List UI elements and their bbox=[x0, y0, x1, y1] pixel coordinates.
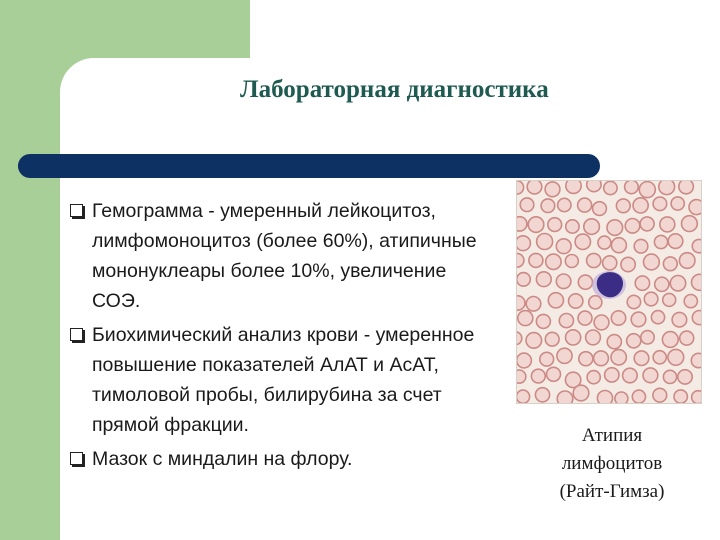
red-blood-cell bbox=[663, 370, 676, 383]
red-blood-cell bbox=[545, 332, 559, 346]
red-blood-cell bbox=[575, 234, 590, 249]
red-blood-cell bbox=[634, 351, 649, 366]
red-blood-cell bbox=[517, 217, 527, 231]
red-blood-cell bbox=[653, 351, 666, 364]
red-blood-cell bbox=[635, 276, 649, 290]
red-blood-cell bbox=[517, 296, 525, 310]
red-blood-cell bbox=[559, 314, 573, 328]
slide-title: Лабораторная диагностика bbox=[240, 76, 549, 103]
red-blood-cell bbox=[662, 332, 678, 348]
red-blood-cell bbox=[679, 253, 695, 269]
red-blood-cell bbox=[565, 255, 578, 268]
red-blood-cell bbox=[548, 293, 563, 308]
red-blood-cell bbox=[566, 181, 581, 193]
red-blood-cell bbox=[633, 198, 648, 213]
red-blood-cell bbox=[579, 352, 593, 366]
red-blood-cell bbox=[621, 257, 635, 271]
red-blood-cell bbox=[611, 238, 626, 253]
red-blood-cell bbox=[611, 350, 626, 365]
red-blood-cell bbox=[517, 332, 522, 345]
bullet-item bbox=[70, 196, 490, 316]
blood-smear-image bbox=[516, 180, 702, 404]
red-blood-cell bbox=[641, 331, 654, 344]
red-blood-cell bbox=[541, 199, 555, 213]
red-blood-cell bbox=[603, 256, 617, 270]
red-blood-cell bbox=[663, 257, 677, 271]
divider-bar bbox=[18, 154, 600, 178]
red-blood-cell bbox=[548, 218, 562, 232]
red-blood-cell bbox=[593, 202, 607, 216]
red-blood-cell bbox=[684, 295, 697, 308]
red-blood-cell bbox=[672, 312, 687, 327]
red-blood-cell bbox=[671, 197, 684, 210]
caption-line-3: (Райт-Гимза) bbox=[559, 481, 665, 502]
red-blood-cell bbox=[526, 333, 542, 349]
red-blood-cell bbox=[682, 216, 698, 232]
red-blood-cell bbox=[680, 331, 694, 345]
red-blood-cell bbox=[655, 277, 669, 291]
red-blood-cell bbox=[598, 236, 611, 249]
red-blood-cell bbox=[587, 253, 601, 267]
red-blood-cell bbox=[668, 349, 684, 365]
red-blood-cell bbox=[632, 390, 645, 403]
red-blood-cell bbox=[668, 234, 683, 249]
red-blood-cell bbox=[520, 198, 534, 212]
red-blood-cell bbox=[528, 217, 544, 233]
checkbox-bullet-icon bbox=[70, 204, 83, 217]
red-blood-cell bbox=[654, 235, 667, 248]
red-blood-cell bbox=[692, 391, 701, 403]
red-blood-cell bbox=[660, 217, 675, 232]
red-blood-cell bbox=[517, 353, 531, 368]
red-blood-cell bbox=[615, 392, 628, 403]
red-blood-cell bbox=[573, 385, 589, 401]
red-blood-cell bbox=[586, 330, 601, 345]
red-blood-cell bbox=[589, 296, 602, 309]
blood-smear-micrograph bbox=[517, 181, 701, 403]
red-blood-cell bbox=[536, 314, 550, 328]
red-blood-cell bbox=[556, 239, 571, 254]
caption-line-2: лимфоцитов bbox=[561, 453, 663, 474]
caption-line-1: Атипия bbox=[581, 425, 643, 446]
red-blood-cell bbox=[625, 181, 639, 194]
red-blood-cell bbox=[653, 388, 667, 402]
red-blood-cell bbox=[566, 220, 579, 233]
red-blood-cell bbox=[643, 368, 658, 383]
red-blood-cell bbox=[651, 311, 664, 324]
bullet-text-hemogram: Гемограмма - умеренный лейкоцитоз, лимфомоноцитоз (более 60%), атипичные мононуклеары более 10%, увеличение СОЭ. bbox=[92, 200, 477, 312]
red-blood-cell bbox=[526, 297, 541, 312]
red-blood-cell bbox=[517, 253, 524, 267]
checkbox-bullet-icon bbox=[70, 328, 83, 341]
bullet-item bbox=[70, 444, 490, 474]
image-caption bbox=[528, 422, 696, 506]
red-blood-cell bbox=[517, 181, 524, 194]
red-blood-cell bbox=[663, 293, 676, 306]
red-blood-cell bbox=[594, 351, 609, 366]
red-blood-cell bbox=[631, 312, 646, 327]
checkbox-bullet-icon bbox=[70, 452, 83, 465]
red-blood-cell bbox=[557, 391, 573, 403]
red-blood-cell bbox=[517, 370, 526, 383]
red-blood-cell bbox=[578, 275, 592, 289]
bullet-text-tonsil-swab: Мазок с миндалин на флору. bbox=[92, 448, 353, 470]
red-blood-cell bbox=[659, 181, 675, 195]
red-blood-cell bbox=[691, 353, 701, 367]
red-blood-cell bbox=[545, 182, 560, 197]
red-blood-cell bbox=[566, 330, 581, 345]
red-blood-cell bbox=[644, 292, 658, 306]
red-blood-cell bbox=[529, 253, 543, 267]
red-blood-cell bbox=[517, 390, 530, 403]
red-blood-cell bbox=[640, 217, 654, 231]
red-blood-cell bbox=[607, 220, 623, 236]
red-blood-cell bbox=[607, 335, 621, 349]
red-blood-cell bbox=[517, 273, 530, 287]
red-blood-cell bbox=[531, 369, 545, 383]
red-blood-cell bbox=[537, 234, 553, 250]
red-blood-cell bbox=[605, 368, 619, 382]
red-blood-cell bbox=[625, 219, 640, 234]
red-blood-cell bbox=[578, 311, 592, 325]
red-blood-cell bbox=[623, 368, 638, 383]
decor-green-strip bbox=[0, 0, 60, 540]
red-blood-cell bbox=[535, 388, 549, 402]
red-blood-cell bbox=[639, 182, 655, 198]
bullet-text-biochemistry: Биохимический анализ крови - умеренное повышение показателей АлАТ и АсАТ, тимоловой пробы, билирубина за счет прямой фракции. bbox=[92, 324, 475, 436]
red-blood-cell bbox=[517, 236, 530, 251]
red-blood-cell bbox=[536, 272, 551, 287]
red-blood-cell bbox=[547, 367, 561, 381]
red-blood-cell bbox=[527, 181, 542, 194]
red-blood-cell bbox=[557, 348, 572, 363]
bullet-list bbox=[70, 196, 490, 478]
red-blood-cell bbox=[634, 239, 648, 253]
red-blood-cell bbox=[692, 274, 702, 290]
red-blood-cell bbox=[540, 352, 554, 366]
red-blood-cell bbox=[578, 198, 592, 212]
red-blood-cell bbox=[558, 198, 571, 211]
red-blood-cell bbox=[692, 239, 701, 252]
red-blood-cell bbox=[653, 197, 667, 211]
red-blood-cell bbox=[674, 390, 687, 403]
red-blood-cell bbox=[616, 199, 630, 213]
red-blood-cell bbox=[546, 254, 561, 269]
red-blood-cell bbox=[604, 181, 617, 194]
red-blood-cell bbox=[556, 274, 571, 289]
red-blood-cell bbox=[584, 219, 600, 235]
red-blood-cell bbox=[627, 295, 640, 308]
red-blood-cell bbox=[692, 311, 701, 325]
red-blood-cell bbox=[644, 254, 660, 270]
red-blood-cell bbox=[597, 391, 612, 404]
red-blood-cell bbox=[611, 311, 625, 325]
red-blood-cell bbox=[679, 181, 694, 194]
red-blood-cell bbox=[594, 315, 609, 330]
red-blood-cell bbox=[587, 371, 600, 384]
red-blood-cell bbox=[587, 181, 601, 192]
red-blood-cell bbox=[627, 334, 641, 348]
red-blood-cell bbox=[518, 311, 533, 326]
red-blood-cell bbox=[678, 370, 692, 384]
bullet-item bbox=[70, 320, 490, 440]
red-blood-cell bbox=[689, 200, 701, 215]
red-blood-cell bbox=[670, 276, 685, 291]
red-blood-cell bbox=[569, 294, 583, 308]
